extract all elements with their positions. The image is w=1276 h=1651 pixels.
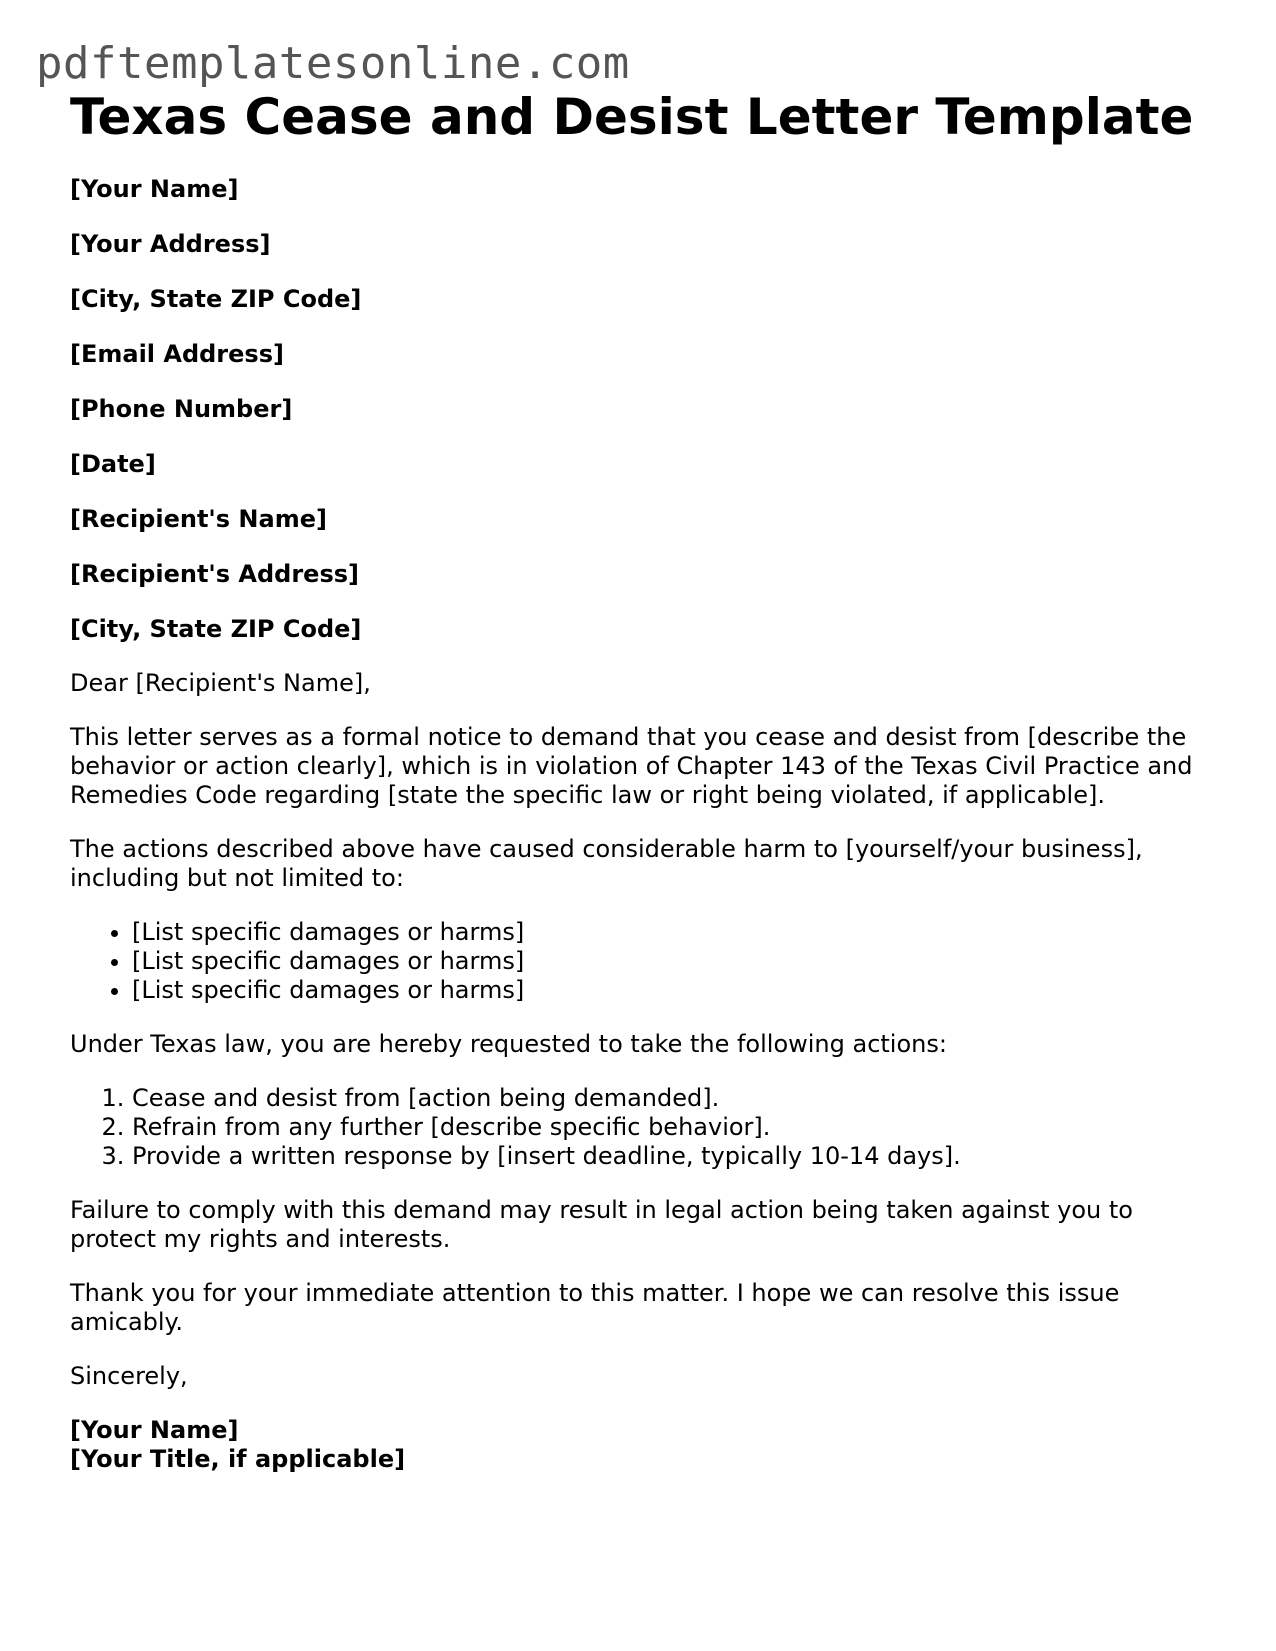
sender-email: [Email Address] xyxy=(70,340,284,368)
damages-list-item: • [List specific damages or harms] xyxy=(132,947,1210,976)
harm-paragraph: The actions described above have caused considerable harm to [yourself/your business], including but not limited to: xyxy=(70,835,1143,892)
letter-date: [Date] xyxy=(70,450,156,478)
actions-list-item: 2. Refrain from any further [describe specific behavior]. xyxy=(132,1113,1210,1142)
signature-title: [Your Title, if applicable] xyxy=(70,1445,406,1473)
sender-block xyxy=(70,174,1210,479)
recipient-address: [Recipient's Address] xyxy=(70,560,359,588)
intro-paragraph: This letter serves as a formal notice to demand that you cease and desist from [describe the behavior or action clearly], which is in violation of Chapter 143 of the Texas Civil Practice and Remedies Code regarding [state the specific law or right being violated, if applicable]. xyxy=(70,723,1193,809)
letter-page xyxy=(70,86,1210,1474)
page-title: Texas Cease and Desist Letter Template xyxy=(70,88,1194,146)
sender-phone: [Phone Number] xyxy=(70,395,293,423)
sender-city-state-zip: [City, State ZIP Code] xyxy=(70,285,362,313)
recipient-city-state-zip: [City, State ZIP Code] xyxy=(70,615,362,643)
sender-name: [Your Name] xyxy=(70,175,239,203)
recipient-block xyxy=(70,504,1210,644)
recipient-name: [Recipient's Name] xyxy=(70,505,327,533)
actions-list-item: 3. Provide a written response by [insert deadline, typically 10-14 days]. xyxy=(132,1142,1210,1171)
damages-list-item: • [List specific damages or harms] xyxy=(132,976,1210,1005)
watermark: pdftemplatesonline.com xyxy=(36,38,630,89)
failure-paragraph: Failure to comply with this demand may result in legal action being taken against you to protect my rights and interests. xyxy=(70,1196,1133,1253)
signature-name: [Your Name] xyxy=(70,1416,239,1444)
damages-list xyxy=(70,918,1210,1005)
damages-list-item: • [List specific damages or harms] xyxy=(132,918,1210,947)
thanks-paragraph: Thank you for your immediate attention to this matter. I hope we can resolve this issue amicably. xyxy=(70,1279,1120,1336)
actions-list xyxy=(70,1084,1210,1171)
sender-address: [Your Address] xyxy=(70,230,271,258)
actions-list-item: 1. Cease and desist from [action being demanded]. xyxy=(132,1084,1210,1113)
salutation: Dear [Recipient's Name], xyxy=(70,669,371,697)
closing: Sincerely, xyxy=(70,1362,188,1390)
actions-intro-paragraph: Under Texas law, you are hereby requested to take the following actions: xyxy=(70,1030,947,1058)
